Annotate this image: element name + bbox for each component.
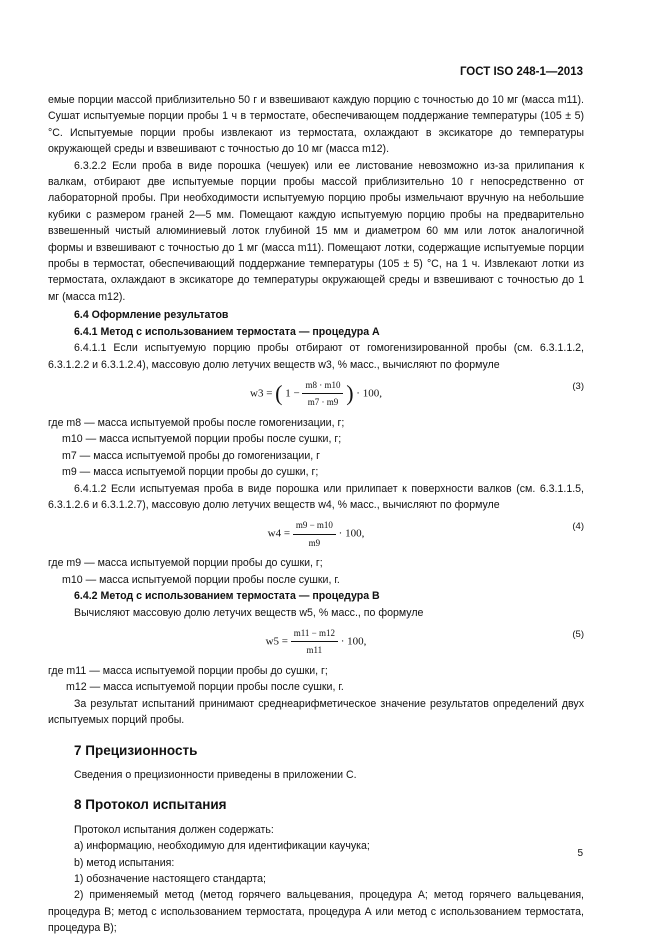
- formula-rhs: · 100,: [338, 527, 365, 540]
- legend-text: — масса испытуемой порции пробы до сушки, г;: [84, 557, 323, 570]
- legend-item: [48, 415, 584, 431]
- legend-symbol: m7: [62, 449, 77, 462]
- numerator: m9 − m10: [293, 517, 336, 534]
- legend-list: [48, 663, 584, 696]
- legend-text: — масса испытуемой пробы до гомогенизации, г: [79, 449, 321, 462]
- subsection-heading: 6.4.2 Метод с использованием термостата — процедура В: [74, 590, 380, 603]
- legend-list: [48, 415, 584, 481]
- denominator: m9: [308, 537, 321, 548]
- numerator: m11 − m12: [291, 625, 338, 642]
- paragraph: 6.4.1.2 Если испытуемая проба в виде порошка или прилипает к поверхности валков (см. 6.3.1.1.5, 6.3.1.2.6 и 6.3.1.2.7), массовую долю летучих веществ w4, % масс., вычисляют по формуле: [48, 482, 584, 511]
- formula-3: [48, 377, 584, 411]
- subsection-heading: 6.4.1 Метод с использованием термостата — процедура А: [74, 325, 380, 338]
- list-item: а) информацию, необходимую для идентификации каучука;: [74, 840, 370, 853]
- formula-5: [48, 625, 584, 659]
- paragraph: За результат испытаний принимают среднеарифметическое значение результатов определений двух испытуемых порций пробы.: [48, 697, 584, 727]
- page-header: ГОСТ ISO 248-1—2013: [459, 66, 583, 78]
- legend-symbol: где m8: [48, 416, 82, 429]
- formula-rhs: · 100,: [356, 387, 382, 400]
- formula-term: 1 −: [285, 387, 300, 400]
- numerator: m8 · m10: [302, 377, 343, 394]
- denominator: m7 · m9: [307, 397, 339, 408]
- section-heading: 8 Протокол испытания: [74, 797, 227, 813]
- list-item: b) метод испытания:: [74, 856, 175, 869]
- fraction: [293, 517, 336, 551]
- fraction: [302, 377, 343, 411]
- legend-item: [48, 679, 584, 695]
- legend-item: [48, 572, 584, 588]
- list-item: 2) применяемый метод (метод горячего вальцевания, процедура А; метод горячего вальцевания, процедура В; метод с использованием термостата, процедура А или метод с использованием термостата, процедура В);: [48, 889, 584, 935]
- legend-item: [48, 555, 584, 571]
- legend-text: — масса испытуемой порции пробы после сушки, г.: [85, 573, 340, 586]
- paragraph: емые порции массой приблизительно 50 г и взвешивают каждую порцию с точностью до 10 мг (масса m11). Сушат испытуемые порции пробы 1 ч в термостате, обеспечивающем поддержание температуры (105 ± 5) °C. Испытуемые порции пробы извлекают из термостата, охлаждают в эксикаторе до температуры окружающей среды и взвешивают с точностью до 10 мг (масса m12).: [48, 94, 584, 156]
- formula-number: (4): [572, 521, 584, 533]
- legend-list: [48, 555, 584, 588]
- report-list: [48, 822, 584, 937]
- denominator: m11: [306, 645, 323, 656]
- formula-4: [48, 517, 584, 551]
- legend-text: — масса испытуемой порции пробы после сушки, г;: [85, 433, 342, 446]
- subsection-heading: 6.4 Оформление результатов: [74, 309, 229, 322]
- list-item: 1) обозначение настоящего стандарта;: [74, 873, 266, 886]
- page-number: 5: [577, 848, 583, 859]
- formula-number: (5): [572, 628, 584, 640]
- legend-symbol: m10: [62, 573, 83, 586]
- fraction: [291, 625, 338, 659]
- legend-item: [48, 431, 584, 447]
- paragraph: Вычисляют массовую долю летучих веществ w5, % масс., по формуле: [74, 606, 424, 619]
- section-heading: 7 Прецизионность: [74, 742, 198, 758]
- legend-symbol: m10: [62, 433, 83, 446]
- formula-number: (3): [572, 380, 584, 392]
- formula-rhs: · 100,: [340, 635, 367, 648]
- document-body: [48, 92, 584, 937]
- legend-symbol: где m9: [48, 557, 82, 570]
- legend-item: [48, 663, 584, 679]
- formula-lhs: w5 =: [265, 635, 288, 648]
- list-item: Протокол испытания должен содержать:: [74, 823, 274, 836]
- legend-text: — масса испытуемой порции пробы до сушки, г;: [89, 664, 328, 677]
- paren-close: ): [346, 380, 354, 406]
- legend-symbol: m12: [66, 681, 87, 694]
- formula-lhs: w3 =: [250, 387, 273, 400]
- legend-text: — масса испытуемой пробы после гомогенизации, г;: [84, 416, 345, 429]
- legend-text: — масса испытуемой порции пробы до сушки, г;: [79, 466, 319, 479]
- legend-symbol: где m11: [48, 664, 87, 677]
- paren-open: (: [275, 380, 283, 406]
- legend-text: — масса испытуемой порции пробы после сушки, г.: [89, 681, 344, 694]
- legend-item: [48, 464, 584, 480]
- formula-lhs: w4 =: [267, 527, 291, 540]
- paragraph: 6.3.2.2 Если проба в виде порошка (чешуек) или ее листование невозможно из-за прилипания к валкам, отбирают две испытуемые порции пробы массой приблизительно 10 г непосредственно от лабораторной пробы. При необходимости испытуемую порцию пробы измельчают вручную на небольшие кубики с размером граней 2—5 мм. Помещают каждую испытуемую порцию пробы на предварительно взвешенный чистый алюминиевый лоток глубиной 15 мм и диаметром 60 мм или лоток аналогичной формы и взвешивают с точностью до 1 мг (масса m11). Помещают лотки, содержащие испытуемые порции пробы в термостат, обеспечивающий поддержание температуры (105 ± 5) °C, на 1 ч. Извлекают лотки из термостата, охлаждают в эксикаторе до температуры окружающей среды и взвешивают с точностью до 1 мг (масса m12).: [48, 159, 584, 303]
- paragraph: 6.4.1.1 Если испытуемую порцию пробы отбирают от гомогенизированной пробы (см. 6.3.1.1.2, 6.3.1.2.2 и 6.3.1.2.4), массовую долю летучих веществ w3, % масс., вычисляют по формуле: [48, 342, 584, 371]
- legend-symbol: m9: [62, 466, 77, 479]
- paragraph: Сведения о прецизионности приведены в приложении С.: [74, 769, 357, 781]
- legend-item: [48, 448, 584, 464]
